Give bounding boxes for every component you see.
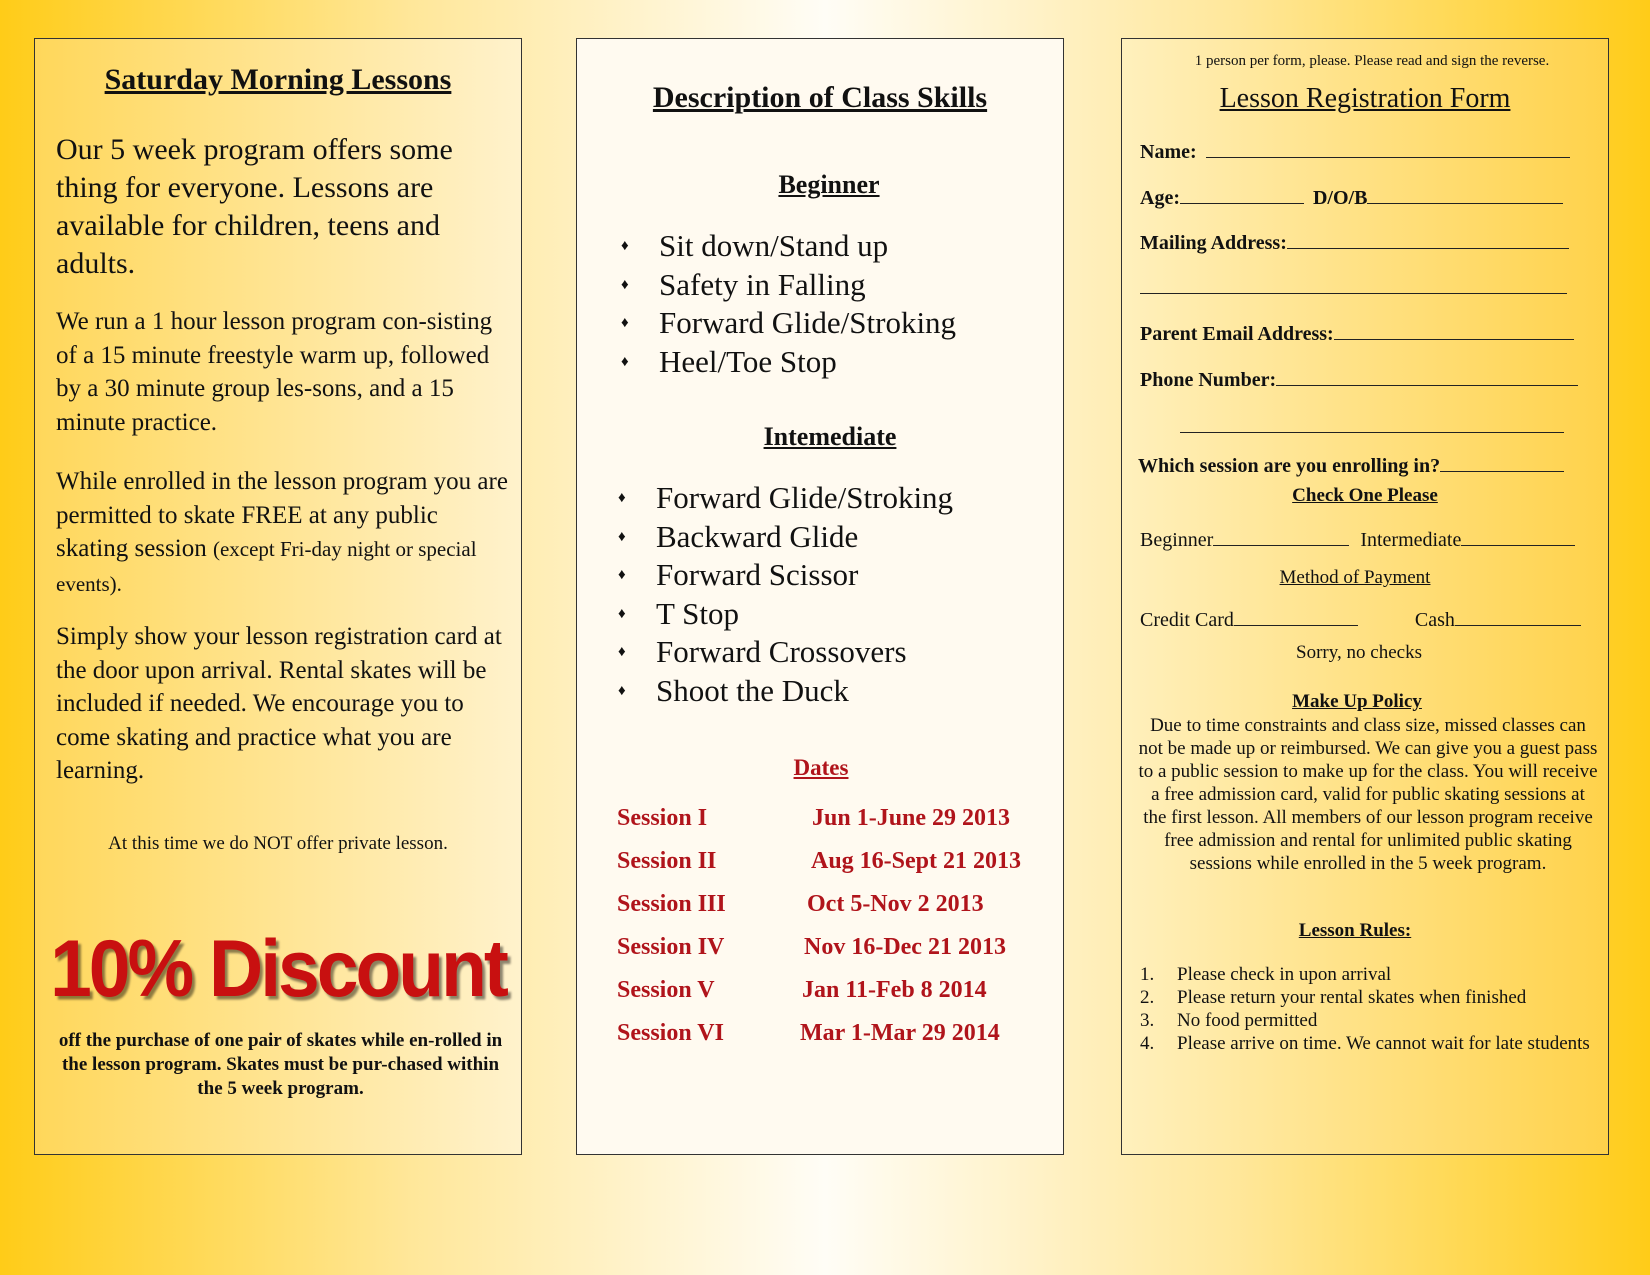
intermediate-heading: Intemediate (763, 422, 897, 451)
rule-number: 3. (1140, 1010, 1155, 1031)
free-skating-paragraph (56, 465, 511, 601)
free-skating-exception: (except Fri-day night or special events). (56, 537, 477, 596)
makeup-policy-heading: Make Up Policy (1292, 691, 1422, 712)
session-dates: Aug 16-Sept 21 2013 (811, 848, 1022, 874)
session-name: Session II (617, 848, 717, 874)
dates-heading: Dates (793, 755, 849, 780)
panel-title: Saturday Morning Lessons (104, 63, 452, 96)
phone-field[interactable] (1140, 367, 1578, 392)
skill-item (618, 556, 953, 595)
name-label: Name: (1140, 141, 1197, 163)
rule-item (1140, 1009, 1600, 1032)
skill-item (618, 595, 953, 634)
rule-number: 2. (1140, 987, 1155, 1008)
rule-item (1140, 986, 1600, 1009)
intro-paragraph: Our 5 week program offers some thing for everyone. Lessons are available for children, teens and adults. (56, 133, 453, 280)
email-line[interactable] (1334, 321, 1574, 340)
diamond-bullet-icon: ♦ (618, 605, 626, 622)
beginner-label: Beginner (1140, 529, 1214, 551)
session-dates: Jan 11-Feb 8 2014 (802, 977, 987, 1003)
free-skating-text: While enrolled in the lesson program you are permitted to skate FREE at any public skating session (56, 468, 508, 562)
phone-line-2[interactable] (1180, 432, 1564, 433)
intermediate-skill-list (618, 479, 953, 710)
form-instructions: 1 person per form, please. Please read and sign the reverse. (1194, 53, 1550, 69)
lesson-rules-heading: Lesson Rules: (1298, 920, 1412, 941)
age-label: Age: (1140, 187, 1180, 209)
diamond-bullet-icon: ♦ (618, 644, 626, 660)
registration-form-panel (1121, 38, 1609, 1155)
diamond-bullet-icon: ♦ (618, 490, 626, 506)
dob-label: D/O/B (1312, 187, 1368, 209)
name-line[interactable] (1206, 139, 1570, 158)
skill-name: Shoot the Duck (656, 672, 849, 708)
rule-item (1140, 1032, 1600, 1055)
program-paragraph: We run a 1 hour lesson program con-sisting of a 15 minute freestyle warm up, followed by a 30 minute group les-sons, and a 15 minute practice. (56, 308, 493, 436)
rule-text: Please check in upon arrival (1177, 964, 1392, 985)
intermediate-checkbox-line[interactable] (1461, 527, 1575, 546)
beginner-checkbox-line[interactable] (1213, 527, 1349, 546)
rule-text: Please arrive on time. We cannot wait for late students (1177, 1033, 1590, 1054)
session-name: Session III (617, 891, 726, 917)
form-title: Lesson Registration Form (1219, 83, 1511, 114)
rule-number: 4. (1140, 1033, 1155, 1054)
email-label: Parent Email Address: (1140, 323, 1334, 345)
session-field[interactable] (1138, 453, 1564, 478)
diamond-bullet-icon: ♦ (621, 315, 629, 331)
mailing-line-2[interactable] (1140, 293, 1567, 294)
mailing-address-field[interactable] (1140, 230, 1569, 255)
phone-label: Phone Number: (1140, 369, 1277, 391)
intermediate-label: Intermediate (1360, 529, 1462, 551)
skill-name: Forward Crossovers (656, 634, 907, 669)
age-line[interactable] (1180, 185, 1304, 204)
discount-title: 10% Discount (50, 922, 506, 1014)
skill-item (621, 343, 956, 382)
skill-item (621, 227, 956, 266)
beginner-heading: Beginner (778, 170, 880, 199)
diamond-bullet-icon: ♦ (618, 528, 626, 545)
discount-details: off the purchase of one pair of skates while en-rolled in the lesson program. Skates must be pur-chased within the 5 week program. (58, 1030, 503, 1099)
rule-text: No food permitted (1177, 1010, 1318, 1031)
skill-item (618, 633, 953, 672)
skill-name: T Stop (656, 595, 739, 631)
beginner-skill-list (621, 227, 956, 381)
lesson-rules-list (1140, 963, 1600, 1055)
diamond-bullet-icon: ♦ (621, 276, 629, 293)
level-choice-row (1140, 527, 1575, 552)
panel-title: Description of Class Skills (652, 81, 988, 114)
skill-name: Safety in Falling (659, 266, 866, 302)
diamond-bullet-icon: ♦ (621, 238, 629, 254)
diamond-bullet-icon: ♦ (621, 353, 629, 370)
rule-text: Please return your rental skates when finished (1177, 987, 1527, 1008)
no-checks-note: Sorry, no checks (1296, 642, 1422, 663)
cash-line[interactable] (1455, 607, 1581, 626)
session-question: Which session are you enrolling in? (1138, 455, 1441, 477)
class-skills-panel (576, 38, 1064, 1155)
session-dates: Nov 16-Dec 21 2013 (804, 934, 1006, 960)
mailing-line[interactable] (1287, 230, 1569, 249)
session-dates: Mar 1-Mar 29 2014 (800, 1020, 1000, 1046)
session-name: Session V (617, 977, 715, 1003)
session-row (617, 1020, 1047, 1050)
dob-line[interactable] (1367, 185, 1563, 204)
session-row (617, 934, 1047, 964)
session-name: Session VI (617, 1020, 724, 1046)
private-lesson-note: At this time we do NOT offer private lesson. (108, 833, 448, 854)
registration-card-paragraph: Simply show your lesson registration card at the door upon arrival. Rental skates will be included if needed. We encourage you to come skating and practice what you are learning. (56, 623, 502, 784)
check-one-label: Check One Please (1292, 485, 1438, 506)
mailing-label: Mailing Address: (1140, 232, 1287, 254)
skill-name: Forward Scissor (656, 557, 859, 592)
session-row (617, 977, 1047, 1007)
rule-item (1140, 963, 1600, 986)
session-dates: Oct 5-Nov 2 2013 (807, 891, 984, 917)
skill-item (618, 518, 953, 557)
skill-name: Forward Glide/Stroking (656, 480, 954, 515)
session-name: Session I (617, 805, 708, 831)
skill-name: Forward Glide/Stroking (659, 305, 957, 340)
session-line[interactable] (1440, 453, 1564, 472)
skill-name: Backward Glide (656, 518, 859, 554)
cash-label: Cash (1414, 609, 1455, 631)
credit-card-label: Credit Card (1140, 609, 1234, 631)
session-row (617, 848, 1047, 878)
skill-name: Heel/Toe Stop (659, 343, 837, 379)
skill-item (621, 304, 956, 343)
skill-item (621, 266, 956, 305)
diamond-bullet-icon: ♦ (618, 682, 626, 699)
payment-choice-row (1140, 607, 1581, 632)
makeup-policy-text: Due to time constraints and class size, missed classes can not be made up or reimbursed. We can give you a guest pass to a public session to make up for the class. You will receive a free admission card, valid for public skating sessions at the first lesson. All members of our lesson program receive free admission and rental for unlimited public skating sessions while enrolled in the 5 week program. (1138, 715, 1598, 874)
skill-item (618, 479, 953, 518)
session-row (617, 805, 1047, 835)
name-field[interactable] (1140, 139, 1570, 164)
payment-heading: Method of Payment (1279, 567, 1431, 588)
skill-item (618, 672, 953, 711)
session-dates: Jun 1-June 29 2013 (812, 805, 1011, 831)
email-field[interactable] (1140, 321, 1574, 346)
diamond-bullet-icon: ♦ (618, 567, 626, 583)
lessons-info-panel (34, 38, 522, 1155)
session-row (617, 891, 1047, 921)
credit-card-line[interactable] (1234, 607, 1358, 626)
session-name: Session IV (617, 934, 725, 960)
skill-name: Sit down/Stand up (659, 228, 889, 263)
rule-number: 1. (1140, 964, 1155, 985)
phone-line[interactable] (1276, 367, 1578, 386)
age-dob-field[interactable] (1140, 185, 1563, 210)
